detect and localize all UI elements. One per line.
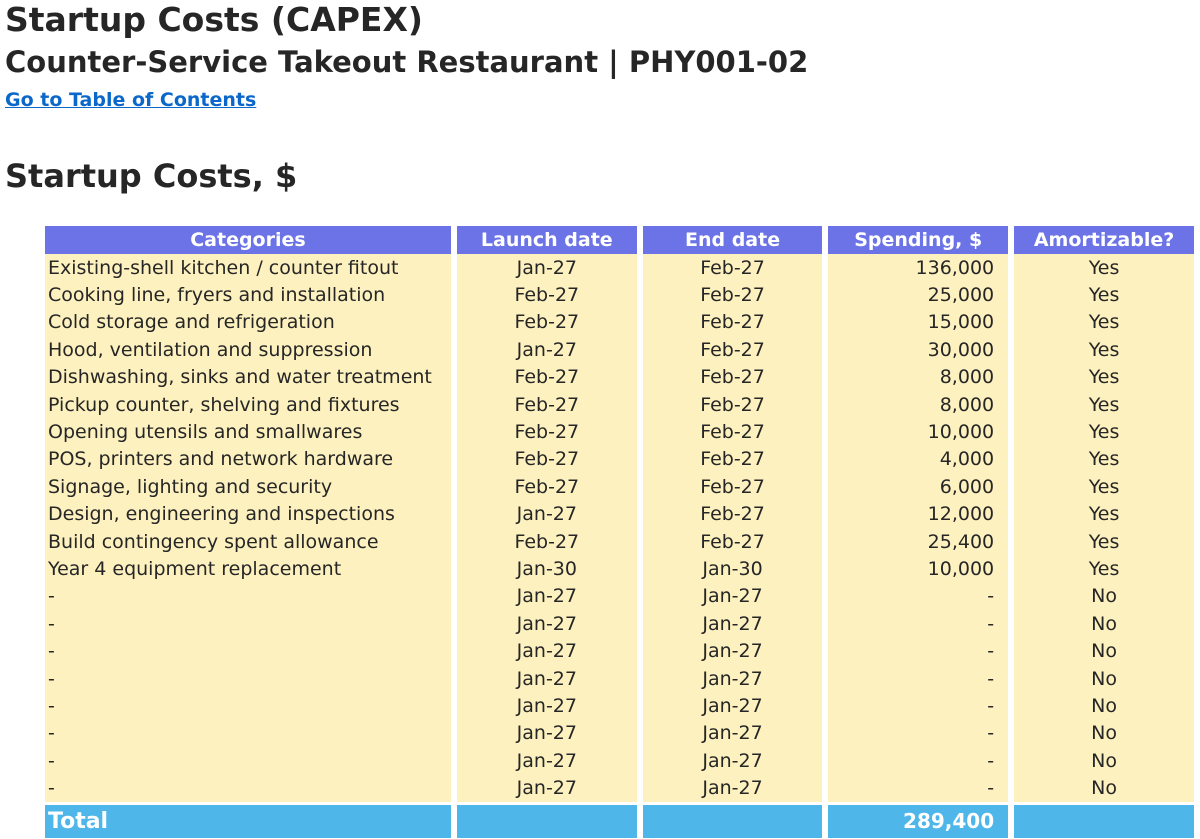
total-amortizable-cell: [1014, 802, 1194, 838]
amortizable-cell[interactable]: No: [1014, 583, 1194, 610]
amortizable-cell[interactable]: No: [1014, 665, 1194, 692]
amortizable-cell[interactable]: Yes: [1014, 336, 1194, 363]
end-date-cell[interactable]: Jan-27: [643, 665, 823, 692]
amortizable-cell[interactable]: Yes: [1014, 473, 1194, 500]
category-cell[interactable]: Cold storage and refrigeration: [45, 309, 451, 336]
table-row: [45, 665, 1194, 692]
amortizable-cell[interactable]: No: [1014, 637, 1194, 664]
spending-cell[interactable]: 10,000: [828, 555, 1008, 582]
column-header-spending: Spending, $: [828, 223, 1008, 254]
launch-date-cell[interactable]: Feb-27: [457, 528, 637, 555]
amortizable-cell[interactable]: Yes: [1014, 254, 1194, 281]
spending-cell[interactable]: -: [828, 692, 1008, 719]
launch-date-cell[interactable]: Feb-27: [457, 309, 637, 336]
launch-date-cell[interactable]: Jan-27: [457, 692, 637, 719]
launch-date-cell[interactable]: Jan-27: [457, 747, 637, 774]
total-label: Total: [45, 802, 451, 838]
table-row: [45, 774, 1194, 801]
table-header-row: [45, 223, 1194, 254]
launch-date-cell[interactable]: Jan-27: [457, 637, 637, 664]
spending-cell[interactable]: 25,400: [828, 528, 1008, 555]
end-date-cell[interactable]: Feb-27: [643, 446, 823, 473]
end-date-cell[interactable]: Feb-27: [643, 254, 823, 281]
category-cell[interactable]: -: [45, 720, 451, 747]
amortizable-cell[interactable]: No: [1014, 610, 1194, 637]
column-header-categories: Categories: [45, 223, 451, 254]
spending-cell[interactable]: -: [828, 774, 1008, 801]
section-title: Startup Costs, $: [5, 157, 298, 195]
category-cell[interactable]: -: [45, 747, 451, 774]
category-cell[interactable]: -: [45, 637, 451, 664]
spending-cell[interactable]: -: [828, 583, 1008, 610]
end-date-cell[interactable]: Jan-27: [643, 720, 823, 747]
end-date-cell[interactable]: Jan-27: [643, 692, 823, 719]
end-date-cell[interactable]: Jan-27: [643, 747, 823, 774]
table-row: [45, 254, 1194, 281]
amortizable-cell[interactable]: No: [1014, 774, 1194, 801]
launch-date-cell[interactable]: Feb-27: [457, 364, 637, 391]
category-cell[interactable]: Opening utensils and smallwares: [45, 418, 451, 445]
amortizable-cell[interactable]: Yes: [1014, 501, 1194, 528]
table-of-contents-link[interactable]: Go to Table of Contents: [5, 89, 257, 111]
category-cell[interactable]: -: [45, 610, 451, 637]
end-date-cell[interactable]: Feb-27: [643, 473, 823, 500]
end-date-cell[interactable]: Jan-27: [643, 610, 823, 637]
table-row: [45, 281, 1194, 308]
spending-cell[interactable]: -: [828, 720, 1008, 747]
launch-date-cell[interactable]: Jan-27: [457, 665, 637, 692]
spending-cell[interactable]: 30,000: [828, 336, 1008, 363]
launch-date-cell[interactable]: Jan-27: [457, 774, 637, 801]
spending-cell[interactable]: 12,000: [828, 501, 1008, 528]
total-launch-cell: [457, 802, 637, 838]
table-row: [45, 528, 1194, 555]
total-end-cell: [643, 802, 823, 838]
amortizable-cell[interactable]: Yes: [1014, 391, 1194, 418]
category-cell[interactable]: Pickup counter, shelving and fixtures: [45, 391, 451, 418]
category-cell[interactable]: POS, printers and network hardware: [45, 446, 451, 473]
end-date-cell[interactable]: Jan-27: [643, 583, 823, 610]
table-row: [45, 747, 1194, 774]
spending-cell[interactable]: -: [828, 665, 1008, 692]
category-cell[interactable]: Year 4 equipment replacement: [45, 555, 451, 582]
end-date-cell[interactable]: Feb-27: [643, 528, 823, 555]
amortizable-cell[interactable]: No: [1014, 747, 1194, 774]
launch-date-cell[interactable]: Jan-27: [457, 583, 637, 610]
category-cell[interactable]: Design, engineering and inspections: [45, 501, 451, 528]
page-subtitle: Counter-Service Takeout Restaurant | PHY001-02: [5, 45, 809, 79]
end-date-cell[interactable]: Feb-27: [643, 391, 823, 418]
spending-cell[interactable]: 8,000: [828, 364, 1008, 391]
launch-date-cell[interactable]: Feb-27: [457, 281, 637, 308]
table-row: [45, 692, 1194, 719]
category-cell[interactable]: -: [45, 692, 451, 719]
end-date-cell[interactable]: Jan-27: [643, 774, 823, 801]
end-date-cell[interactable]: Jan-27: [643, 637, 823, 664]
amortizable-cell[interactable]: No: [1014, 720, 1194, 747]
amortizable-cell[interactable]: Yes: [1014, 364, 1194, 391]
end-date-cell[interactable]: Feb-27: [643, 364, 823, 391]
spending-cell[interactable]: -: [828, 637, 1008, 664]
launch-date-cell[interactable]: Jan-30: [457, 555, 637, 582]
end-date-cell[interactable]: Feb-27: [643, 418, 823, 445]
spending-cell[interactable]: 10,000: [828, 418, 1008, 445]
launch-date-cell[interactable]: Jan-27: [457, 720, 637, 747]
table-row: [45, 309, 1194, 336]
table-row: [45, 418, 1194, 445]
table-body: [45, 254, 1194, 802]
table-row: [45, 610, 1194, 637]
amortizable-cell[interactable]: Yes: [1014, 281, 1194, 308]
amortizable-cell[interactable]: Yes: [1014, 309, 1194, 336]
category-cell[interactable]: Cooking line, fryers and installation: [45, 281, 451, 308]
launch-date-cell[interactable]: Jan-27: [457, 336, 637, 363]
table-row: [45, 555, 1194, 582]
startup-costs-table: [39, 223, 1200, 838]
launch-date-cell[interactable]: Feb-27: [457, 473, 637, 500]
page-title: Startup Costs (CAPEX): [5, 0, 423, 39]
category-cell[interactable]: Hood, ventilation and suppression: [45, 336, 451, 363]
spending-cell[interactable]: 136,000: [828, 254, 1008, 281]
end-date-cell[interactable]: Feb-27: [643, 309, 823, 336]
category-cell[interactable]: Signage, lighting and security: [45, 473, 451, 500]
end-date-cell[interactable]: Feb-27: [643, 501, 823, 528]
category-cell[interactable]: Build contingency spent allowance: [45, 528, 451, 555]
launch-date-cell[interactable]: Jan-27: [457, 501, 637, 528]
end-date-cell[interactable]: Feb-27: [643, 281, 823, 308]
launch-date-cell[interactable]: Feb-27: [457, 418, 637, 445]
launch-date-cell[interactable]: Feb-27: [457, 446, 637, 473]
category-cell[interactable]: -: [45, 665, 451, 692]
category-cell[interactable]: -: [45, 774, 451, 801]
table-row: [45, 583, 1194, 610]
launch-date-cell[interactable]: Feb-27: [457, 391, 637, 418]
table-row: [45, 391, 1194, 418]
category-cell[interactable]: -: [45, 583, 451, 610]
end-date-cell[interactable]: Feb-27: [643, 336, 823, 363]
table-row: [45, 637, 1194, 664]
total-spending: 289,400: [828, 802, 1008, 838]
column-header-launch-date: Launch date: [457, 223, 637, 254]
amortizable-cell[interactable]: Yes: [1014, 418, 1194, 445]
category-cell[interactable]: Dishwashing, sinks and water treatment: [45, 364, 451, 391]
end-date-cell[interactable]: Jan-30: [643, 555, 823, 582]
table-row: [45, 720, 1194, 747]
spending-cell[interactable]: -: [828, 610, 1008, 637]
spending-cell[interactable]: 4,000: [828, 446, 1008, 473]
column-header-amortizable: Amortizable?: [1014, 223, 1194, 254]
total-row: [45, 802, 1194, 838]
category-cell[interactable]: Existing-shell kitchen / counter fitout: [45, 254, 451, 281]
table-row: [45, 473, 1194, 500]
amortizable-cell[interactable]: Yes: [1014, 555, 1194, 582]
amortizable-cell[interactable]: No: [1014, 692, 1194, 719]
column-header-end-date: End date: [643, 223, 823, 254]
table-row: [45, 446, 1194, 473]
amortizable-cell[interactable]: Yes: [1014, 446, 1194, 473]
launch-date-cell[interactable]: Jan-27: [457, 254, 637, 281]
table-row: [45, 364, 1194, 391]
launch-date-cell[interactable]: Jan-27: [457, 610, 637, 637]
spending-cell[interactable]: -: [828, 747, 1008, 774]
spending-cell[interactable]: 6,000: [828, 473, 1008, 500]
spending-cell[interactable]: 8,000: [828, 391, 1008, 418]
spending-cell[interactable]: 15,000: [828, 309, 1008, 336]
amortizable-cell[interactable]: Yes: [1014, 528, 1194, 555]
spending-cell[interactable]: 25,000: [828, 281, 1008, 308]
table-row: [45, 336, 1194, 363]
table-row: [45, 501, 1194, 528]
